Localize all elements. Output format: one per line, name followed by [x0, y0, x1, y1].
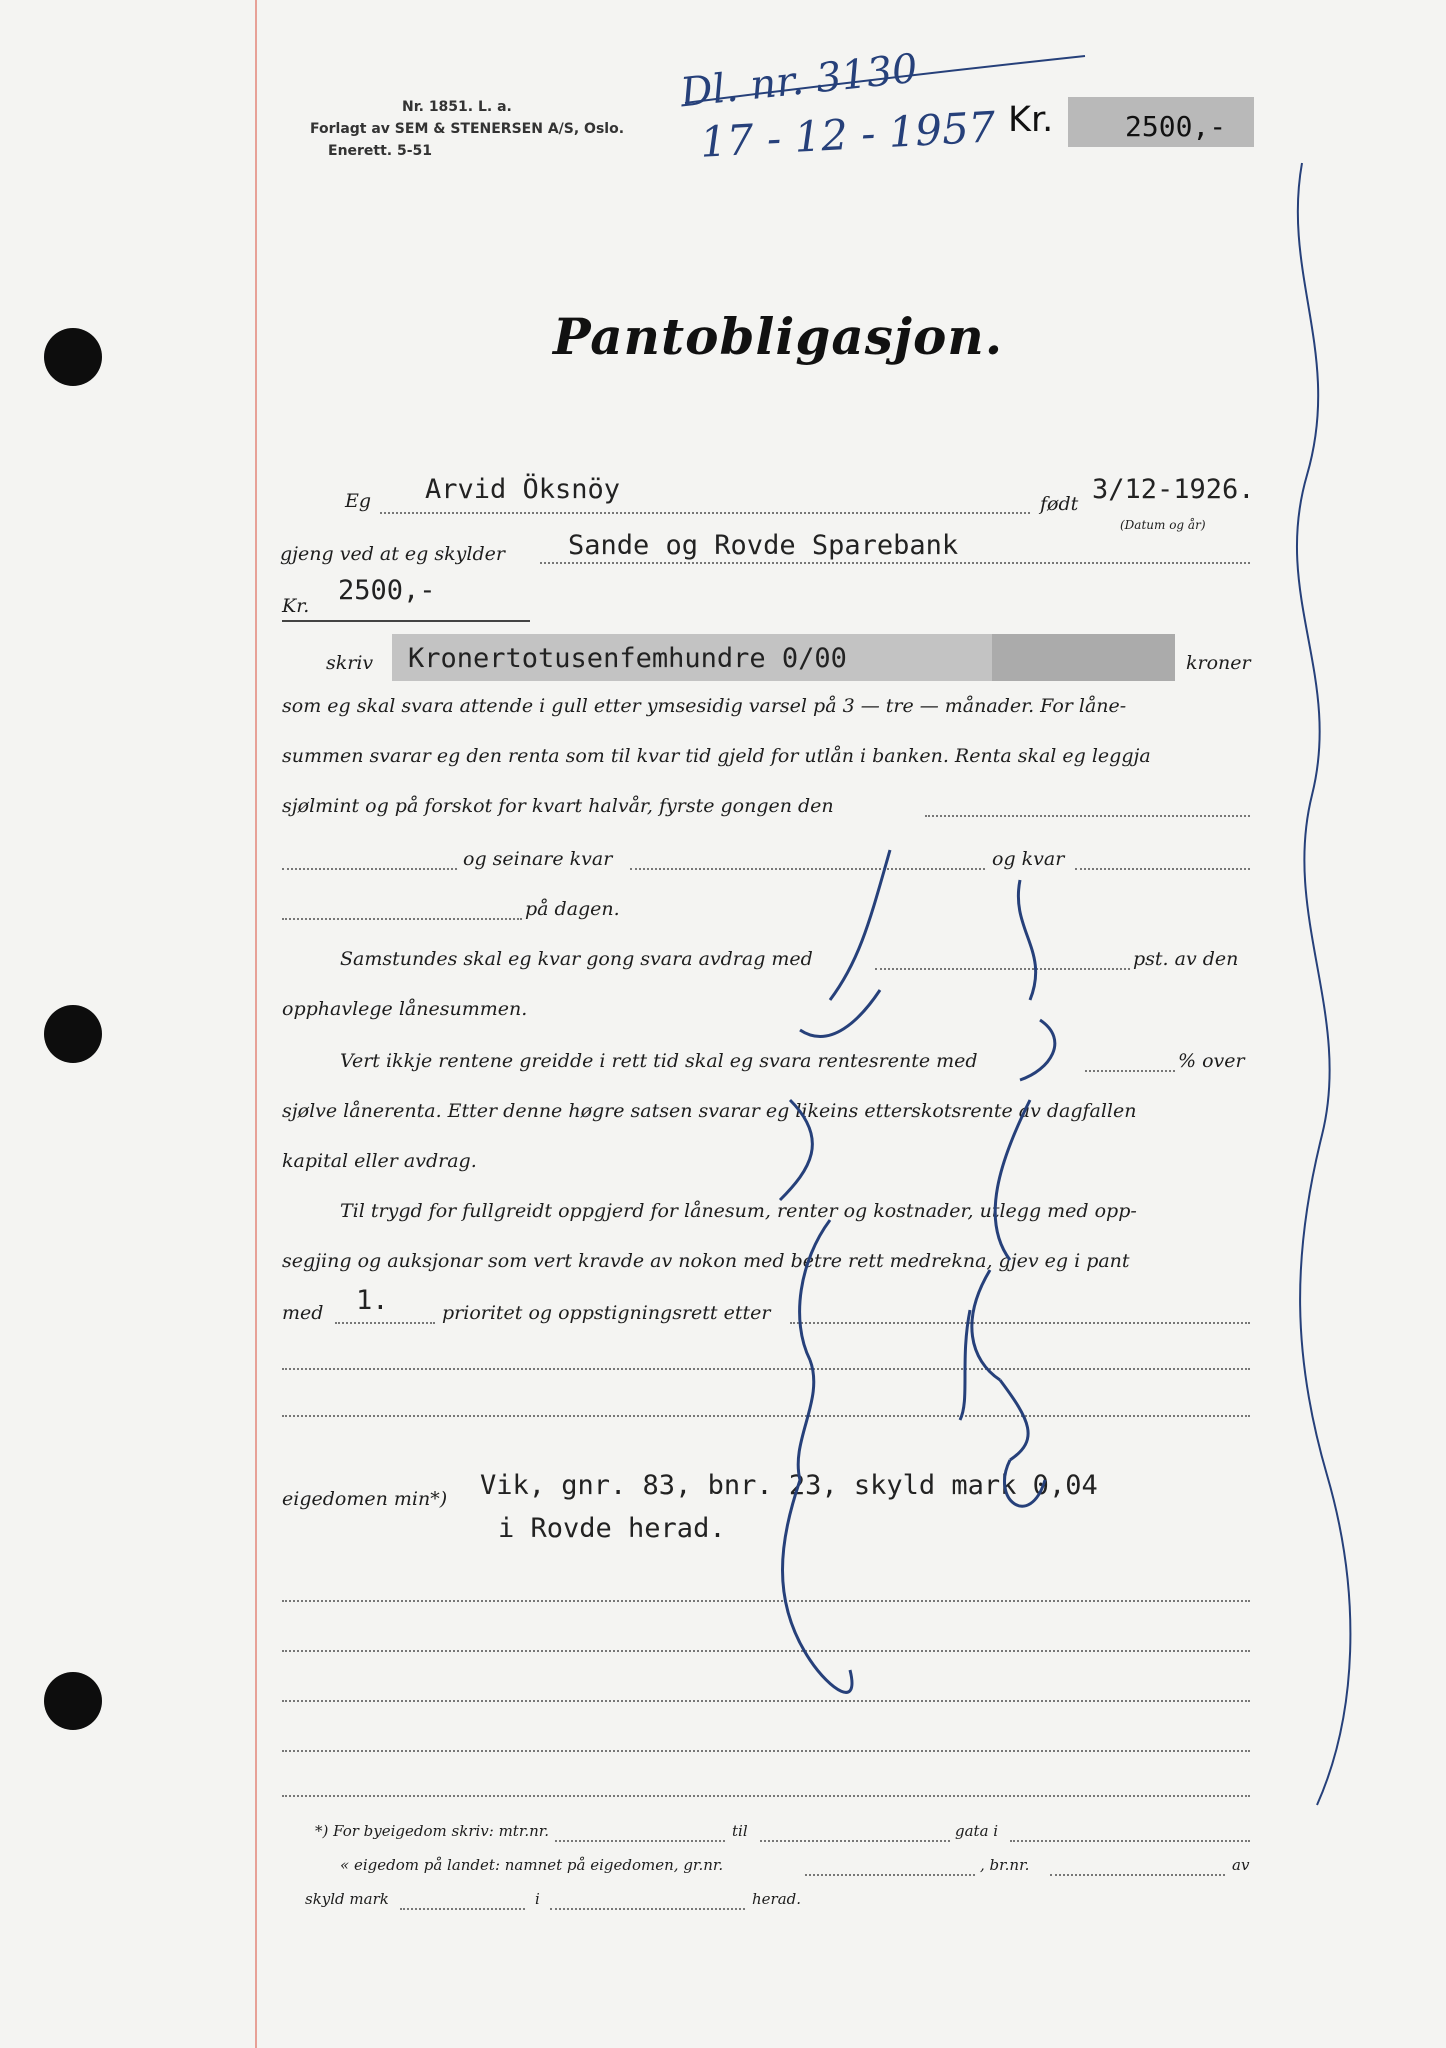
doc-number-underline — [680, 48, 1100, 108]
body-line: opphavlege lånesummen. — [282, 998, 528, 1020]
body-line: Til trygd for fullgreidt oppgjerd for lånesum, renter og kostnader, utlegg med opp- — [340, 1200, 1137, 1222]
footnote-line: « eigedom på landet: namnet på eigedomen, gr.nr. — [340, 1856, 724, 1874]
body-line: Samstundes skal eg kvar gong svara avdrag med — [340, 948, 813, 970]
skriv-value: Kronertotusenfemhundre 0/00 — [408, 643, 847, 674]
amount-label: Kr. — [1008, 100, 1054, 140]
property-label: eigedomen min*) — [282, 1488, 448, 1510]
skriv-suffix: kroner — [1186, 652, 1251, 674]
fill-line — [805, 1874, 975, 1876]
fill-line — [1050, 1874, 1225, 1876]
fill-line — [550, 1908, 745, 1910]
handwritten-doc-number: Dl. nr. 3130 — [678, 45, 920, 117]
body-line: sjølve lånerenta. Etter denne høgre satsen svarar eg likeins etterskotsrente av dagfallen — [282, 1100, 1137, 1122]
property-line-2: i Rovde herad. — [498, 1513, 726, 1544]
skriv-box-shade — [992, 634, 1175, 681]
publisher-info — [310, 96, 624, 162]
body-line: på dagen. — [525, 898, 620, 920]
fill-line — [400, 1908, 525, 1910]
footnote-line: gata i — [955, 1822, 999, 1840]
margin-rule — [255, 0, 257, 2048]
handwritten-cancellation-signature — [770, 840, 1150, 1720]
born-value: 3/12-1926. — [1092, 474, 1255, 505]
footnote-line: av — [1232, 1856, 1250, 1874]
body-line: summen svarar eg den renta som til kvar tid gjeld for utlån i banken. Renta skal eg leggja — [282, 745, 1151, 767]
body-line: og kvar — [992, 848, 1065, 870]
footnote-line: herad. — [752, 1890, 802, 1908]
handwritten-date: 17 - 12 - 1957 — [698, 102, 997, 167]
form-number: Nr. 1851. L. a. — [402, 99, 512, 115]
kr-line-value: 2500,- — [338, 575, 436, 606]
fill-line — [760, 1840, 950, 1842]
fill-line — [555, 1840, 725, 1842]
footnote-line: *) For byeigedom skriv: mtr.nr. — [315, 1822, 550, 1840]
binder-hole — [44, 1005, 102, 1063]
kr-line-label: Kr. — [282, 595, 310, 617]
skriv-label: skriv — [326, 652, 374, 674]
creditor-label: gjeng ved at eg skylder — [280, 543, 505, 565]
debtor-label: Eg — [345, 490, 372, 512]
fill-line — [282, 1750, 1250, 1752]
footnote-line: til — [732, 1822, 748, 1840]
body-line: pst. av den — [1133, 948, 1239, 970]
born-label: født — [1040, 493, 1079, 515]
body-line: % over — [1178, 1050, 1245, 1072]
binder-hole — [44, 328, 102, 386]
body-line: som eg skal svara attende i gull etter ymsesidig varsel på 3 — tre — månader. For låne- — [282, 695, 1127, 717]
body-line: med — [282, 1302, 324, 1324]
footnote-line: skyld mark — [305, 1890, 389, 1908]
fill-line — [335, 1322, 435, 1324]
property-line-1: Vik, gnr. 83, bnr. 23, skyld mark 0,04 — [480, 1470, 1098, 1501]
amount-value: 2500,- — [1125, 110, 1227, 143]
body-line: segjing og auksjonar som vert kravde av nokon med betre rett medrekna, gjev eg i pant — [282, 1250, 1130, 1272]
born-hint: (Datum og år) — [1120, 518, 1206, 532]
publisher-name: Forlagt av SEM & STENERSEN A/S, Oslo. — [310, 121, 625, 137]
body-line: og seinare kvar — [463, 848, 613, 870]
fill-line — [1010, 1840, 1250, 1842]
creditor-line — [540, 562, 1250, 564]
binder-hole — [44, 1672, 102, 1730]
cancellation-wave-line — [1272, 155, 1362, 1815]
body-line: prioritet og oppstigningsrett etter — [442, 1302, 771, 1324]
fill-line — [282, 1795, 1250, 1797]
debtor-name: Arvid Öksnöy — [425, 474, 621, 505]
creditor-name: Sande og Rovde Sparebank — [568, 530, 959, 561]
fill-line — [925, 815, 1250, 817]
fill-line — [282, 918, 522, 920]
body-line: kapital eller avdrag. — [282, 1150, 477, 1172]
body-line: sjølmint og på forskot for kvart halvår, fyrste gongen den — [282, 795, 834, 817]
fill-line — [282, 868, 457, 870]
kr-line-rule — [282, 620, 530, 622]
footnote-line: i — [535, 1890, 540, 1908]
document-title: Pantobligasjon. — [553, 307, 1004, 366]
priority-value: 1. — [356, 1285, 389, 1316]
body-line: Vert ikkje rentene greidde i rett tid skal eg svara rentesrente med — [340, 1050, 978, 1072]
footnote-line: , br.nr. — [980, 1856, 1030, 1874]
debtor-line — [380, 512, 1030, 514]
copyright-note: Enerett. 5-51 — [328, 143, 433, 159]
